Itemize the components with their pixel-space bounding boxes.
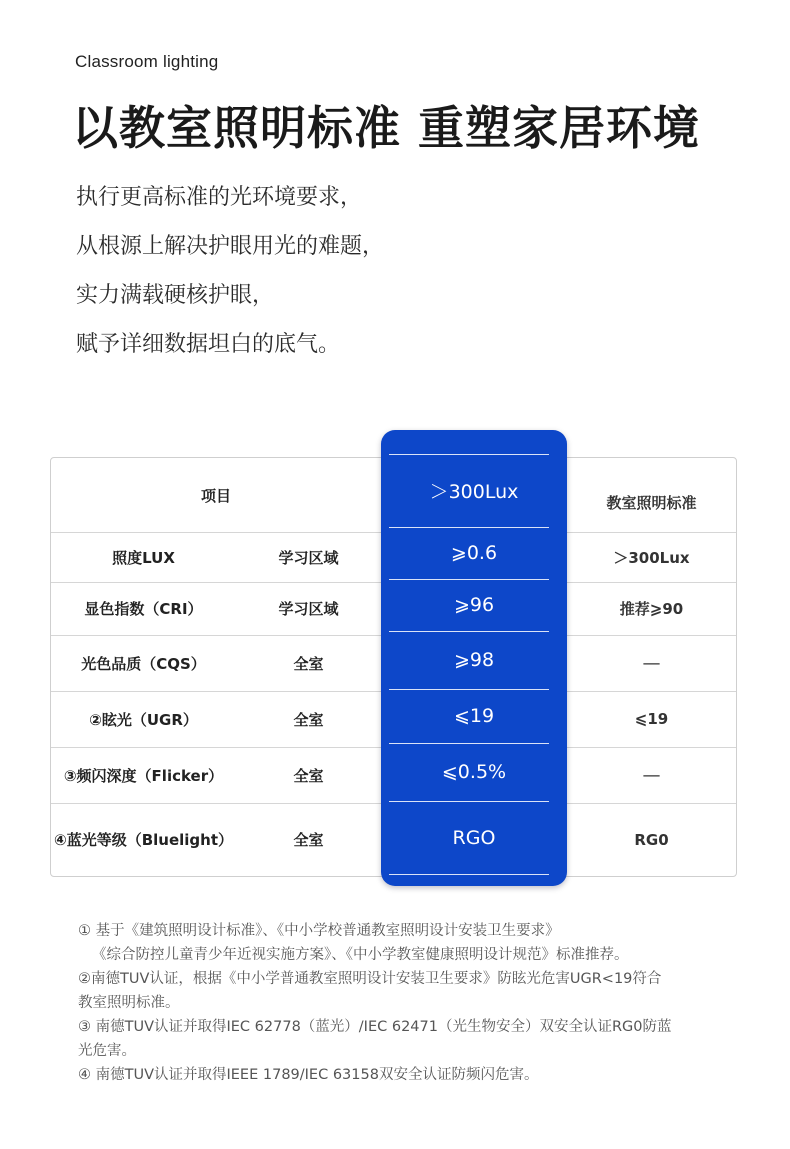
row-area-label: 全室 <box>293 710 324 729</box>
header-item: 项目 <box>200 486 231 505</box>
product-highlight-column <box>381 430 567 886</box>
column-divider <box>389 874 549 875</box>
product-header-value: ＞300Lux <box>429 481 519 503</box>
footnote-line: 《综合防控儿童青少年近视实施方案》、《中小学教室健康照明设计规范》标准推荐。 <box>92 947 629 963</box>
row-standard-value: ⩽19 <box>634 710 669 728</box>
row-standard-value: ＞300Lux <box>613 548 690 567</box>
intro-paragraph <box>76 180 384 376</box>
row-standard-value: — <box>642 652 661 674</box>
row-item-label: ③频闪深度（Flicker） <box>63 766 224 785</box>
footnote-line: ④ 南德TUV认证并取得IEEE 1789/IEC 63158双安全认证防频闪危害。 <box>78 1067 539 1083</box>
product-value: ⩾0.6 <box>450 542 498 564</box>
footnote-line: ① 基于《建筑照明设计标准》、《中小学校普通教室照明设计安装卫生要求》 <box>78 923 560 939</box>
row-standard-value: — <box>642 764 661 786</box>
row-standard-value: RG0 <box>634 830 669 849</box>
intro-line: 从根源上解决护眼用光的难题， <box>76 234 385 259</box>
footnotes <box>78 920 738 1088</box>
row-standard-value: 推荐⩾90 <box>619 600 684 618</box>
product-value: ⩾98 <box>453 649 495 671</box>
row-item-label: 照度LUX <box>112 548 175 567</box>
header-standard: 教室照明标准 <box>606 493 697 512</box>
intro-line: 赋予详细数据坦白的底气。 <box>76 332 341 357</box>
intro-line: 实力满载硬核护眼， <box>76 283 275 308</box>
row-item-label: ④蓝光等级（Bluelight） <box>54 831 233 849</box>
row-area-label: 全室 <box>293 766 324 785</box>
headline: 以教室照明标准 重塑家居环境 <box>72 101 701 155</box>
footnote-line: 教室照明标准。 <box>78 995 180 1011</box>
row-item-label: 显色指数（CRI） <box>84 600 203 618</box>
footnote-line: 光危害。 <box>78 1043 136 1059</box>
product-value: ⩾96 <box>453 594 495 616</box>
product-value: RGO <box>452 826 496 849</box>
product-value: ⩽0.5% <box>441 761 507 783</box>
footnote-line: ③ 南德TUV认证并取得IEC 62778（蓝光）/IEC 62471（光生物安全）双安全认证RG0防蓝 <box>78 1019 672 1035</box>
row-area-label: 学习区域 <box>278 600 339 618</box>
row-area-label: 全室 <box>293 654 324 673</box>
row-item-label: ②眩光（UGR） <box>89 710 198 729</box>
footnote-line: ②南德TUV认证，根据《中小学普通教室照明设计安装卫生要求》防眩光危害UGR<19符合 <box>78 971 662 987</box>
intro-line: 执行更高标准的光环境要求， <box>76 185 363 210</box>
row-area-label: 全室 <box>293 831 324 849</box>
product-value: ⩽19 <box>453 705 495 727</box>
eyebrow-text: Classroom lighting <box>75 52 219 71</box>
row-area-label: 学习区域 <box>278 548 339 567</box>
row-item-label: 光色品质（CQS） <box>81 654 206 673</box>
